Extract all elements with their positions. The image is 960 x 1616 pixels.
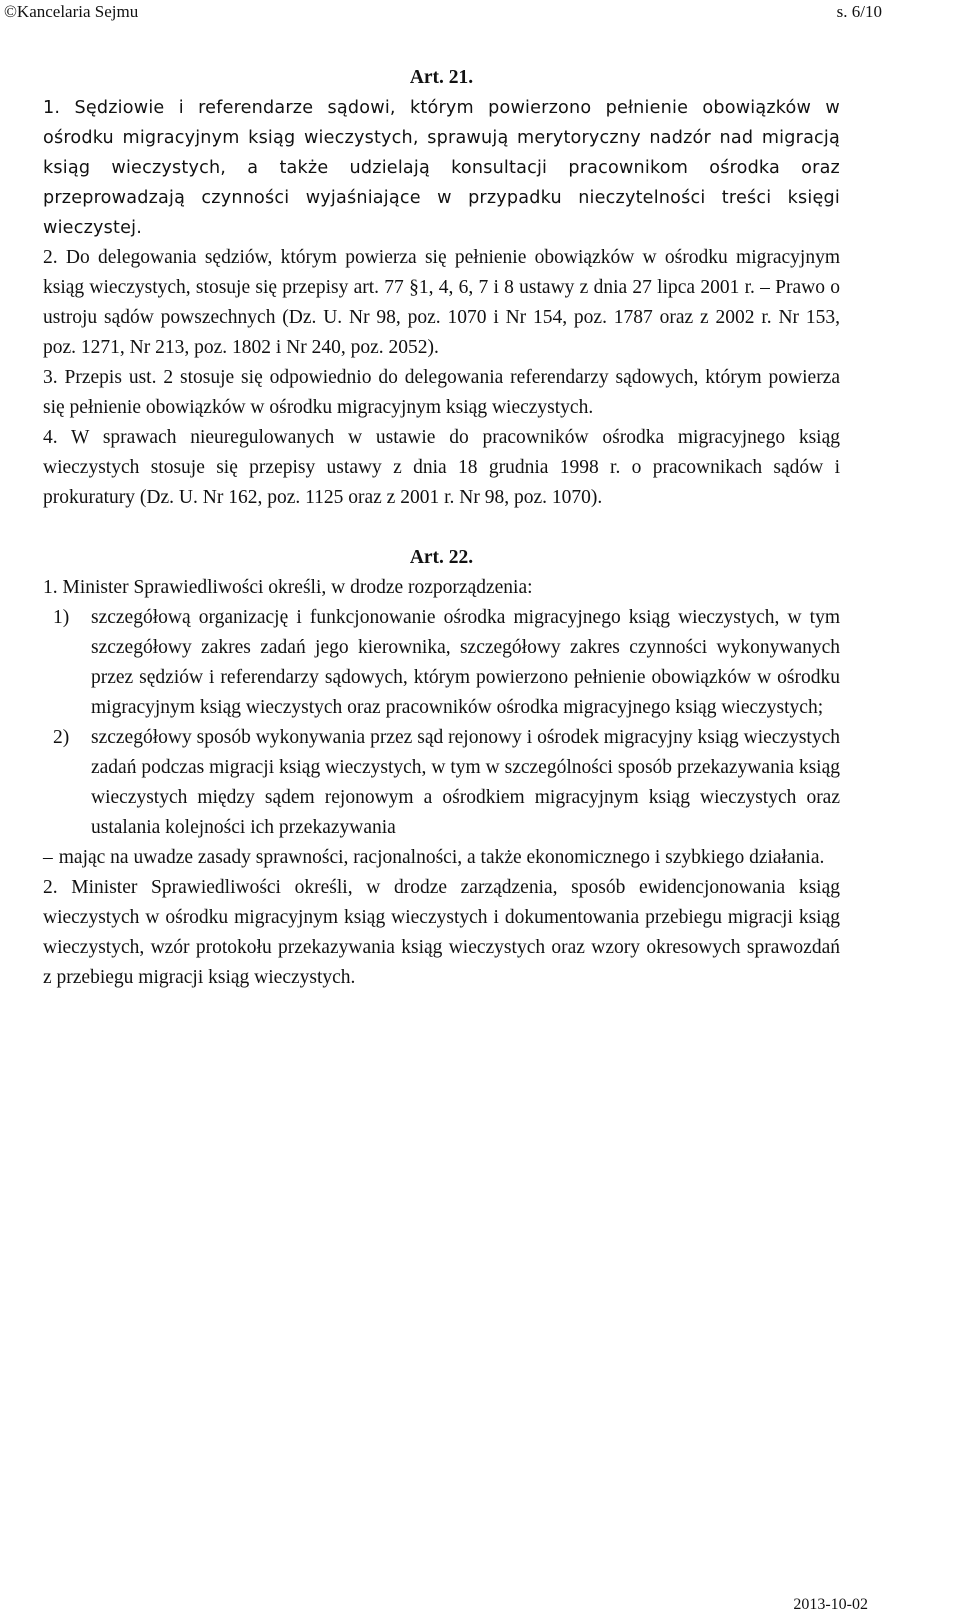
document-content — [43, 63, 840, 993]
article-22-item-list — [43, 603, 840, 843]
article-21-paragraph-1: 1. Sędziowie i referendarze sądowi, którym powierzono pełnienie obowiązków w ośrodku migracyjnym ksiąg wieczystych, sprawują merytoryczny nadzór nad migracją ksiąg wieczystych, a także udzielają konsultacji pracownikom ośrodka oraz przeprowadzają czynności wyjaśniające w przypadku nieczytelności treści księgi wieczystej. — [43, 98, 840, 238]
article-22-title: Art. 22. — [409, 547, 474, 568]
article-21-paragraph-3: 3. Przepis ust. 2 stosuje się odpowiednio do delegowania referendarzy sądowych, którym powierza się pełnienie obowiązków w ośrodku migracyjnym ksiąg wieczystych. — [43, 367, 840, 418]
closing-text: mając na uwadze zasady sprawności, racjonalności, a także ekonomicznego i szybkiego działania. — [58, 847, 825, 868]
list-item-number: 1) — [53, 607, 70, 628]
list-item-text: szczegółową organizację i funkcjonowanie ośrodka migracyjnego ksiąg wieczystych, w tym szczegółowy zakres zadań jego kierownika, szczegółowy zakres czynności wykonywanych przez sędziów i referendarzy sądowych, którym powierzono pełnienie obowiązków w ośrodku migracyjnym ksiąg wieczystych oraz pracowników ośrodka migracyjnego ksiąg wieczystych; — [91, 607, 840, 718]
list-item — [43, 603, 840, 723]
list-item — [43, 723, 840, 843]
article-21-paragraph-2: 2. Do delegowania sędziów, którym powierza się pełnienie obowiązków w ośrodku migracyjnym ksiąg wieczystych, stosuje się przepisy art. 77 §1, 4, 6, 7 i 8 ustawy z dnia 27 lipca 2001 r. – Prawo o ustroju sądów powszechnych (Dz. U. Nr 98, poz. 1070 i Nr 154, poz. 1787 oraz z 2002 r. Nr 153, poz. 1271, Nr 213, poz. 1802 i Nr 240, poz. 2052). — [43, 247, 840, 358]
header-page-number: s. 6/10 — [836, 2, 882, 21]
list-item-number: 2) — [53, 727, 70, 748]
closing-dash: – — [43, 847, 53, 868]
footer-date: 2013-10-02 — [793, 1596, 868, 1613]
article-22-paragraph-2: 2. Minister Sprawiedliwości określi, w drodze zarządzenia, sposób ewidencjonowania ksiąg wieczystych w ośrodku migracyjnym ksiąg wieczystych i dokumentowania przebiegu migracji ksiąg wieczystych, wzór protokołu przekazywania ksiąg wieczystych oraz wzory okresowych sprawozdań z przebiegu migracji ksiąg wieczystych. — [43, 877, 840, 988]
article-21-title: Art. 21. — [409, 67, 474, 88]
list-item-text: szczegółowy sposób wykonywania przez sąd rejonowy i ośrodek migracyjny ksiąg wieczystych zadań podczas migracji ksiąg wieczystych, w tym w szczególności sposób przekazywania ksiąg wieczystych między sądem rejonowym a ośrodkiem migracyjnym ksiąg wieczystych oraz ustalania kolejności ich przekazywania — [91, 727, 840, 838]
header-copyright: ©Kancelaria Sejmu — [4, 2, 139, 21]
article-22-paragraph-1-intro: 1. Minister Sprawiedliwości określi, w drodze rozporządzenia: — [43, 577, 533, 598]
article-21-paragraph-4: 4. W sprawach nieuregulowanych w ustawie do pracowników ośrodka migracyjnego ksiąg wieczystych stosuje się przepisy ustawy z dnia 18 grudnia 1998 r. o pracownikach sądów i prokuratury (Dz. U. Nr 162, poz. 1125 oraz z 2001 r. Nr 98, poz. 1070). — [43, 427, 840, 508]
article-22-closing — [43, 843, 840, 873]
